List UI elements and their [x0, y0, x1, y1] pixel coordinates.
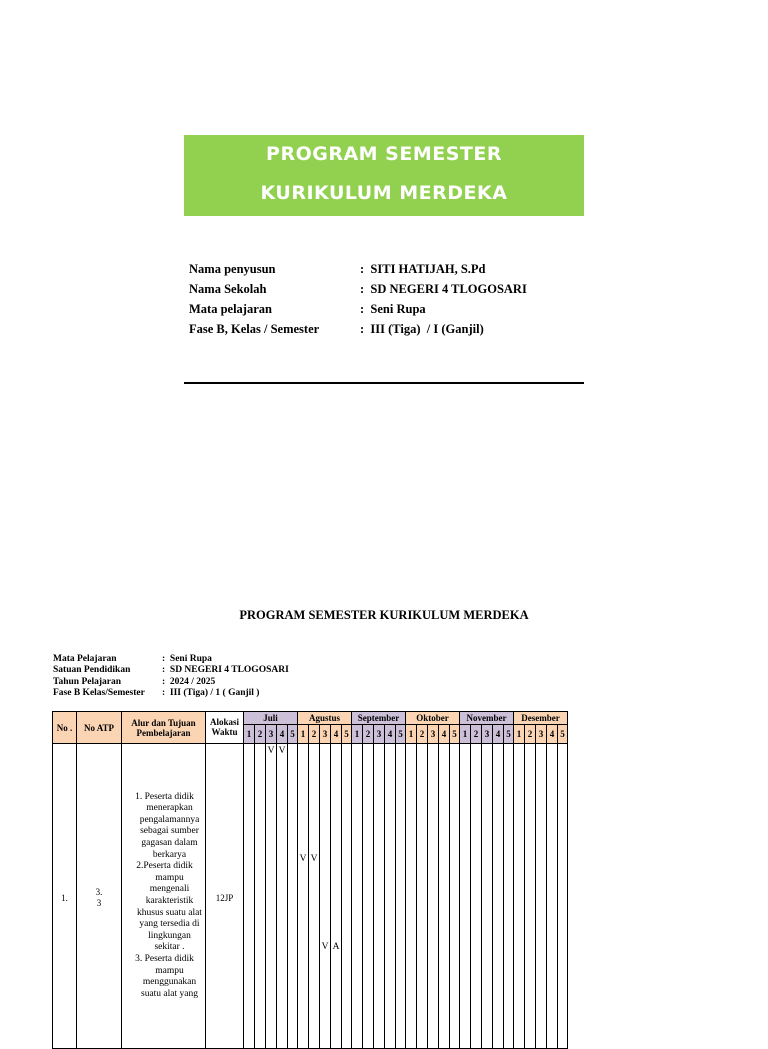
no-atp-value: 3. 3	[95, 887, 103, 908]
info-row	[189, 262, 589, 282]
week-header: 3	[428, 725, 439, 744]
tujuan-item: 2.Peserta didik mampu mengenali karakteristik khusus suatu alat yang tersedia di lingkungan sekitar .	[136, 861, 202, 953]
week-cell	[309, 744, 320, 1049]
meta-label: Mata Pelajaran	[53, 654, 117, 664]
week-header: 1	[352, 725, 363, 744]
header-no: No .	[53, 712, 77, 744]
week-header: 3	[320, 725, 331, 744]
week-cell	[439, 744, 450, 1049]
schedule-mark: V	[267, 746, 275, 756]
week-cell	[352, 744, 363, 1049]
week-cell	[320, 744, 331, 1049]
week-header: 1	[460, 725, 471, 744]
divider-line	[184, 382, 584, 384]
week-header: 5	[342, 725, 352, 744]
month-header-agustus: Agustus	[298, 712, 352, 725]
meta-label: Tahun Pelajaran	[53, 676, 122, 687]
month-header-november: November	[460, 712, 514, 725]
week-header: 5	[558, 725, 568, 744]
cell-alokasi: 12JP	[206, 744, 244, 1049]
week-header: 2	[471, 725, 482, 744]
week-cell	[277, 744, 288, 1049]
cell-no-atp	[77, 744, 122, 1049]
info-label: Nama Sekolah	[189, 282, 267, 296]
week-cell	[547, 744, 558, 1049]
title-banner	[184, 135, 584, 216]
week-header: 4	[385, 725, 396, 744]
header-alokasi: Alokasi Waktu	[206, 712, 244, 744]
week-cell	[504, 744, 514, 1049]
week-cell	[255, 744, 266, 1049]
week-cell	[482, 744, 493, 1049]
header-row-months	[53, 712, 568, 725]
week-header: 2	[309, 725, 320, 744]
week-cell	[558, 744, 568, 1049]
week-cell	[342, 744, 352, 1049]
week-header: 4	[493, 725, 504, 744]
week-cell	[374, 744, 385, 1049]
schedule-mark: V	[321, 942, 329, 952]
page-title: PROGRAM SEMESTER KURIKULUM MERDEKA	[239, 608, 529, 622]
week-cell	[428, 744, 439, 1049]
week-cell	[536, 744, 547, 1049]
week-header: 3	[374, 725, 385, 744]
meta-row	[53, 677, 353, 688]
week-cell	[244, 744, 255, 1049]
schedule-mark: V	[299, 854, 307, 864]
week-header: 5	[504, 725, 514, 744]
week-header: 2	[525, 725, 536, 744]
header-no-atp: No ATP	[77, 712, 122, 744]
cover-info	[189, 262, 589, 342]
week-cell	[298, 744, 309, 1049]
meta-label: Satuan Pendidikan	[53, 665, 131, 676]
week-header: 2	[417, 725, 428, 744]
week-cell	[331, 744, 342, 1049]
info-value: : III (Tiga) / I (Ganjil)	[360, 322, 484, 336]
week-cell	[385, 744, 396, 1049]
meta-label: Fase B Kelas/Semester	[53, 687, 145, 698]
banner-line-2: KURIKULUM MERDEKA	[260, 182, 508, 204]
meta-value: : III (Tiga) / 1 ( Ganjil )	[162, 687, 260, 698]
info-row	[189, 282, 589, 302]
info-value: : SITI HATIJAH, S.Pd	[360, 262, 486, 276]
banner-line-1: PROGRAM SEMESTER	[266, 143, 502, 165]
week-header: 4	[277, 725, 288, 744]
cell-no: 1.	[53, 744, 77, 1049]
week-header: 2	[255, 725, 266, 744]
meta-value: : SD NEGERI 4 TLOGOSARI	[162, 665, 289, 676]
week-header: 3	[536, 725, 547, 744]
info-label: Fase B, Kelas / Semester	[189, 322, 320, 336]
info-label: Mata pelajaran	[189, 302, 272, 316]
header-alur: Alur dan Tujuan Pembelajaran	[122, 712, 206, 744]
schedule-mark: V	[310, 854, 318, 864]
week-cell	[493, 744, 504, 1049]
week-header: 1	[514, 725, 525, 744]
meta-value: : Seni Rupa	[162, 654, 212, 664]
week-header: 4	[439, 725, 450, 744]
schedule-mark: V	[278, 746, 286, 756]
meta-row	[53, 688, 353, 699]
week-header: 5	[288, 725, 298, 744]
info-row	[189, 302, 589, 322]
month-header-september: September	[352, 712, 406, 725]
week-header: 4	[547, 725, 558, 744]
month-header-desember: Desember	[514, 712, 568, 725]
document-meta	[53, 654, 353, 699]
week-header: 5	[396, 725, 406, 744]
info-label: Nama penyusun	[189, 262, 276, 276]
week-header: 5	[450, 725, 460, 744]
week-header: 1	[406, 725, 417, 744]
info-value: : Seni Rupa	[360, 302, 426, 316]
week-header: 3	[482, 725, 493, 744]
week-header: 2	[363, 725, 374, 744]
table-row	[53, 744, 568, 1049]
week-cell	[417, 744, 428, 1049]
month-header-oktober: Oktober	[406, 712, 460, 725]
week-cell	[514, 744, 525, 1049]
week-cell	[525, 744, 536, 1049]
meta-row	[53, 665, 353, 676]
week-cell	[396, 744, 406, 1049]
week-cell	[266, 744, 277, 1049]
meta-row	[53, 654, 353, 665]
week-cell	[471, 744, 482, 1049]
week-cell	[450, 744, 460, 1049]
week-header: 3	[266, 725, 277, 744]
month-header-juli: Juli	[244, 712, 298, 725]
week-cell	[460, 744, 471, 1049]
week-cell	[363, 744, 374, 1049]
program-semester-table	[52, 711, 568, 1049]
tujuan-item: 3. Peserta didik mampu menggunakan suatu alat yang	[135, 953, 198, 999]
info-row	[189, 322, 589, 342]
week-header: 1	[298, 725, 309, 744]
week-cell	[288, 744, 298, 1049]
week-cell	[406, 744, 417, 1049]
info-value: : SD NEGERI 4 TLOGOSARI	[360, 282, 527, 296]
tujuan-item: 1. Peserta didik menerapkan pengalamannya sebagai sumber gagasan dalam berkarya	[135, 791, 200, 860]
schedule-mark: A	[332, 942, 340, 952]
meta-value: : 2024 / 2025	[162, 676, 216, 687]
week-header: 4	[331, 725, 342, 744]
week-header: 1	[244, 725, 255, 744]
cell-tujuan	[122, 744, 206, 1049]
